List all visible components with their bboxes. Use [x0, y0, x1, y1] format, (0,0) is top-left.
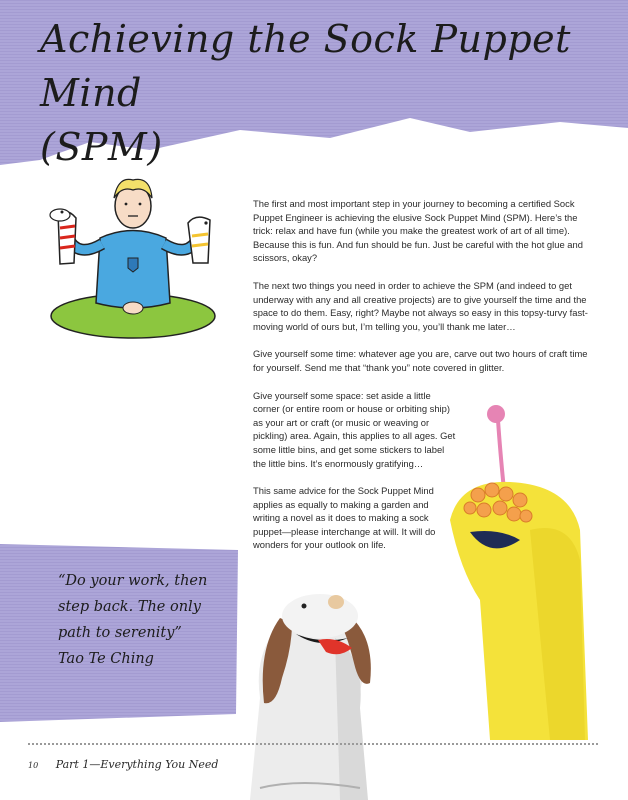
dog-sock-puppet-photo: [240, 578, 390, 800]
page-title: [40, 12, 600, 174]
quote-line-3: path to serenity”: [58, 625, 182, 641]
yellow-sock-puppet-photo: [440, 400, 600, 740]
footer-section-label: Part 1—Everything You Need: [55, 758, 219, 771]
paragraph-3: Give yourself some time: whatever age you are, carve out two hours of craft time for yourself. Send me that “thank you” note covered in glitter.: [253, 348, 588, 373]
page-number: 10: [28, 761, 39, 770]
paragraph-5: This same advice for the Sock Puppet Mind applies as equally to making a garden and writing a novel as it does to making a sock puppet—please interchange at will. It will do wonders for your outlook on life.: [253, 485, 436, 551]
quote-line-2: step back. The only: [58, 599, 201, 615]
striped-sock-puppet-right: [188, 217, 210, 263]
quote-attribution: Tao Te Ching: [58, 651, 154, 667]
footer-divider: [28, 743, 598, 745]
paragraph-2: The next two things you need in order to achieve the SPM (and indeed to get underway with any and all creative projects) are to give yourself the time and the space to do them. Easy, right? Maybe not always so easy in this topsy-turvy fast-moving world of ours but, I’m telling you, you’ll thank me later…: [253, 279, 588, 332]
title-line-2: (SPM): [40, 125, 163, 169]
striped-sock-puppet-left: [50, 209, 76, 264]
pull-quote: [58, 568, 233, 672]
paragraph-1: The first and most important step in your journey to becoming a certified Sock Puppet Engineer is achieving the elusive Sock Puppet Mind (SPM). Here’s the trick: relax and have fun (while you make the greatest work of art of all time). Because this is fun. And fun should be fun. Just be careful with the hot glue and scissors, okay?: [253, 198, 583, 264]
page-footer: [28, 758, 218, 771]
paragraph-4: Give yourself some space: set aside a little corner (or entire room or house or orbiting ship) as your art or craft (or music or weaving or pickling) area. Again, this applies to all ages. Get some little bins, and get some stickers to label the little bins. It’s enormously gratifying…: [253, 389, 456, 469]
title-line-1: Achieving the Sock Puppet Mind: [40, 17, 571, 115]
quote-line-1: “Do your work, then: [58, 573, 208, 589]
meditating-figure-illustration: [38, 168, 228, 348]
